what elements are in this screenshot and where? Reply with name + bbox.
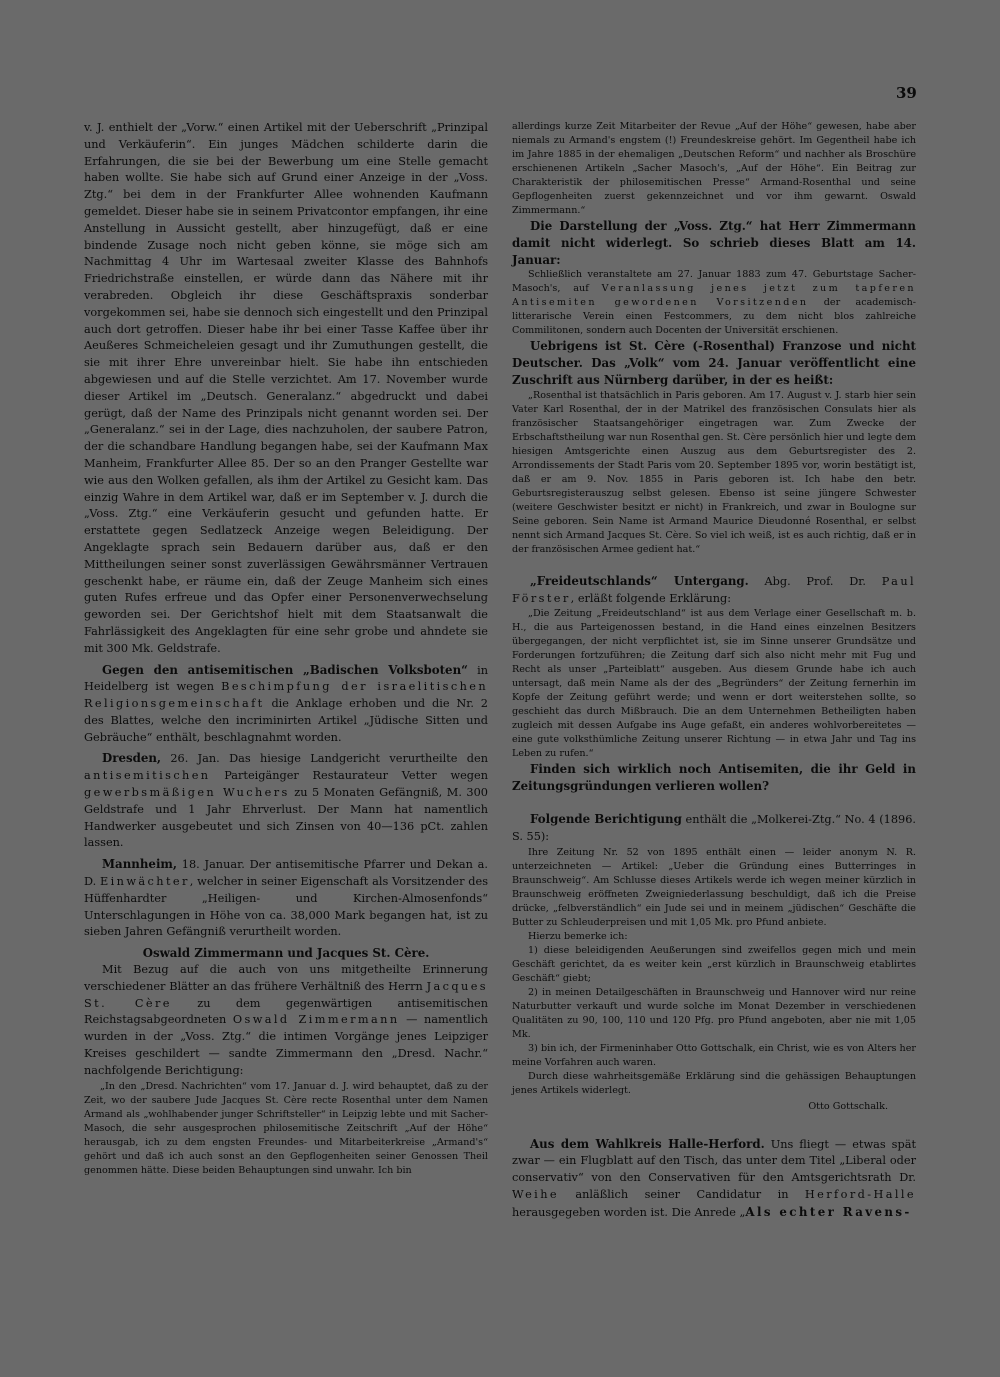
spaced-text: Weihe — [512, 1187, 559, 1201]
quote-paragraph: Ihre Zeitung Nr. 52 von 1895 enthält einen — leider anonym N. R. unterzeichneten — Artikel: „Ueber die Gründung eines Butterringes in Braunschweig“. Am Schlusse dieses Artikels werde ich wegen meiner kürzlich in Braunschweig eröffneten Zweigniederlassung beschuldigt, daß ich die Preise drücke, „felbverständlich“ ein Jude sei und in meinem „jüdischen“ Geschäfte die Butter zu Schleuderpreisen und mit 1,05 Mk. pro Pfund anbiete. — [512, 846, 916, 928]
article-paragraph-bold: Finden sich wirklich noch Antisemiten, die ihr Geld in Zeitungsgründungen verlieren wollen? — [512, 762, 916, 794]
news-item-berichtigung — [512, 811, 916, 846]
quoted-statement — [512, 268, 916, 338]
news-item-mannheim — [84, 856, 488, 941]
spaced-text: Paul Förster — [512, 574, 917, 605]
signature: Otto Gottschalk. — [808, 1100, 888, 1112]
text-run: in Heidelberg ist wegen — [84, 663, 488, 694]
spaced-text: Veranlassung jenes jetzt zum tapferen Antisemiten gewordenen Vorsitzenden — [512, 283, 916, 309]
news-item-heading: Mannheim, — [102, 857, 178, 872]
quoted-correction — [512, 846, 916, 1114]
news-item-heading: Dresden, — [102, 751, 162, 766]
text-run: — namentlich wurden in der „Voss. Ztg.“ die intimen Vorgänge jenes Leipziger Kreises geschildert — sandte Zimmermann den „Dresd. Nachr.“ nachfolgende Berichtigung: — [84, 1013, 488, 1077]
page-number: 39 — [896, 84, 917, 102]
section-heading-zimmermann: Oswald Zimmermann und Jacques St. Cère. — [142, 946, 430, 961]
right-column — [512, 120, 916, 1222]
text-run: der academisch-litterarische Verein einen Festcommers, zu dem nicht blos zahlreiche Commilitonen, sondern auch Docenten der Universität erschienen. — [512, 297, 916, 337]
left-column — [84, 120, 488, 1178]
spaced-text: Jacques St. Cère — [84, 979, 488, 1010]
news-item-halle-herford — [512, 1136, 916, 1222]
news-item-heading: Folgende Berichtigung — [530, 811, 682, 826]
news-item-freideutschland — [512, 573, 916, 608]
text-run: Schließlich veranstaltete am 27. Januar 1883 zum 47. Geburtstage Sacher-Masoch's, auf — [512, 269, 916, 295]
news-item-heading: Gegen den antisemitischen „Badischen Volksboten“ — [102, 662, 468, 677]
text-run: die Anklage erhoben und die Nr. 2 des Blattes, welche den incriminirten Artikel „Jüdische Sitten und Gebräuche“ enthält, beschlagnahmt worden. — [84, 697, 488, 744]
quoted-statement: „Rosenthal ist thatsächlich in Paris geboren. Am 17. August v. J. starb hier sein Vater Karl Rosenthal, der in der Matrikel des französischen Consulats hier als französischer Staatsangehöriger eingetragen war. Zum Zwecke der Erbschaftstheilung war nun Rosenthal gen. St. Cère persönlich hier und legte dem hiesigen Amtsgerichte einen Auszug aus dem Geburtsregister des 2. Arrondissements der Stadt Paris vom 20. September 1895 vor, worin bestätigt ist, daß er am 9. Nov. 1855 in Paris geboren ist. Ich habe den betr. Geburtsregisterauszug selbst gelesen. Ebenso ist seine jüngere Schwester (weitere Geschwister besitzt er nicht) in Frankreich, und zwar in Boulogne sur Seine geboren. Sein Name ist Armand Maurice Dieudonné Rosenthal, er selbst nennt sich Armand Jacques St. Cère. So viel ich weiß, ist es auch richtig, daß er in der französischen Armee gedient hat.“ — [512, 389, 916, 555]
text-run: 18. Januar. Der antisemitische Pfarrer und Dekan a. D. — [84, 858, 488, 889]
news-item-heading: Aus dem Wahlkreis Halle-Herford. — [530, 1136, 765, 1151]
news-item-heading: „Freideutschlands“ Untergang. — [530, 573, 749, 588]
spaced-text: gewerbsmäßigen Wuchers — [84, 786, 290, 800]
text-run: Parteigänger Restaurateur Vetter wegen — [210, 769, 488, 783]
news-item-dresden — [84, 750, 488, 852]
quote-paragraph: 3) bin ich, der Firmeninhaber Otto Gottschalk, ein Christ, wie es von Alters her meine Vorfahren auch waren. — [512, 1042, 916, 1068]
text-run: Mit Bezug auf die auch von uns mitgetheilte Erinnerung verschiedener Blätter an das frühere Verhältniß des Herrn — [84, 963, 488, 993]
text-run: Abg. Prof. Dr. — [748, 574, 882, 588]
text-run: , welcher in seiner Eigenschaft als Vorsitzender des Hüffenhardter „Heiligen- und Kirchen-Almosenfonds“ Unterschlagungen in Höhe von ca. 38,000 Mark begangen hat, ist zu sieben Jahren Gefängniß verurtheilt worden. — [84, 875, 488, 939]
article-paragraph-bold: Die Darstellung der „Voss. Ztg.“ hat Herr Zimmermann damit nicht widerlegt. So schrieb dieses Blatt am 14. Januar: — [512, 219, 916, 267]
text-run: zu dem gegenwärtigen antisemitischen Reichstagsabgeordneten — [84, 996, 489, 1027]
text-run: 26. Jan. Das hiesige Landgericht verurtheilte den — [161, 752, 488, 766]
quote-paragraph: 2) in meinen Detailgeschäften in Braunschweig und Hannover wird nur reine Naturbutter verkauft und wurde solche im Monat Dezember in verschiedenen Qualitäten zu 90, 100, 110 und 120 Pfg. pro Pfund angeboten, aber nie mit 1,05 Mk. — [512, 986, 916, 1040]
quoted-statement: „In den „Dresd. Nachrichten“ vom 17. Januar d. J. wird behauptet, daß zu der Zeit, wo der saubere Jude Jacques St. Cère recte Rosenthal unter dem Namen Armand als „wohlhabender junger Schriftsteller“ in Leipzig lebte und mit Sacher-Masoch, die sehr ausgesprochen philosemitische Zeitschrift „Auf der Höhe“ herausgab, ich zu dem engsten Freundes- und Mitarbeiterkreise „Armand's“ gehört und daß ich auch sonst an den Gepflogenheiten seiner Genossen Theil genommen hätte. Diese beiden Behauptungen sind unwahr. Ich bin — [84, 1080, 488, 1176]
article-paragraph — [84, 962, 488, 1080]
text-run: enthält die „Molkerei-Ztg.“ No. 4 (1896. S. 55): — [512, 812, 916, 843]
text-run: Uns fliegt — etwas spät zwar — ein Flugblatt auf den Tisch, das unter dem Titel „Liberal oder conservativ“ von den Conservativen für den Amtsgerichtsrath Dr. — [512, 1137, 916, 1185]
text-run: , erläßt folgende Erklärung: — [570, 591, 732, 605]
quote-paragraph: 1) diese beleidigenden Aeußerungen sind zweifellos gegen mich und mein Geschäft gerichtet, da es weiter kein „erst kürzlich in Braunschweig etablirtes Geschäft“ giebt; — [512, 944, 916, 984]
spaced-text: Als echter Ravens- — [745, 1204, 912, 1219]
text-run: anläßlich seiner Candidatur in — [558, 1187, 805, 1201]
quoted-statement: „Die Zeitung „Freideutschland“ ist aus dem Verlage einer Gesellschaft m. b. H., die aus Parteigenossen bestand, in die Hand eines einzelnen Besitzers übergegangen, der nicht verpflichtet ist, sie im Sinne unserer Grundsätze und Forderungen fortzuführen; die Zeitung darf sich also nicht mehr mit Fug und Recht als unser „Parteiblatt“ ausgeben. Aus diesem Grunde habe ich auch untersagt, daß mein Name als der des „Begründers“ der Zeitung fernerhin im Kopfe der Zeitung geführt werde; und wenn er dort weiterstehen sollte, so geschieht das durch Mißbrauch. Die an dem Unternehmen Betheiligten haben zugleich mit dessen Aufgabe ins Auge gefaßt, ein anderes wohlvorbereitetes — eine gute volksthümliche Zeitung unserer Richtung — in etwa Jahr und Tag ins Leben zu rufen.“ — [512, 608, 916, 760]
spaced-text: Oswald Zimmermann — [232, 1013, 400, 1027]
spaced-text: antisemitischen — [84, 769, 211, 783]
spaced-text: Einwächter — [100, 875, 190, 889]
news-item-badischer-volksbote — [84, 662, 488, 747]
spaced-text: Herford-Halle — [804, 1187, 916, 1201]
article-paragraph-bold: Uebrigens ist St. Cère (-Rosenthal) Franzose und nicht Deutscher. Das „Volk“ vom 24. Januar veröffentlicht eine Zuschrift aus Nürnberg darüber, in der es heißt: — [512, 339, 916, 387]
quoted-statement-continued: allerdings kurze Zeit Mitarbeiter der Revue „Auf der Höhe“ gewesen, habe aber niemals zu Armand's engstem (!) Freundeskreise gehört. Im Gegentheil habe ich im Jahre 1885 in der ehemaligen „Deutschen Reform“ und nachher als Broschüre erschienenen Artikeln „Sacher Masoch's, „Auf der Höhe“. Ein Beitrag zur Charakteristik der philosemitischen Presse“ Armand-Rosenthal und seine Gepflogenheiten zuerst gekennzeichnet und vor ihm gewarnt. Oswald Zimmermann.“ — [512, 121, 916, 216]
quote-paragraph: Durch diese wahrheitsgemäße Erklärung sind die gehässigen Behauptungen jenes Artikels widerlegt. — [512, 1070, 916, 1096]
spaced-text: Beschimpfung der israelitischen Religionsgemeinschaft — [84, 680, 489, 711]
text-run: herausgegeben worden ist. Die Anrede „ — [512, 1205, 746, 1219]
text-run: zu 5 Monaten Gefängniß, M. 300 Geldstrafe und 1 Jahr Ehrverlust. Der Mann hat namentlich Handwerker ausgebeutet und sich Zinsen von 40—136 pCt. zahlen lassen. — [84, 786, 488, 850]
article-paragraph: v. J. enthielt der „Vorw.“ einen Artikel mit der Ueberschrift „Prinzipal und Verkäuferin“. Ein junges Mädchen schilderte darin die Erfahrungen, die sie bei der Bewerbung um eine Stelle gemacht haben wollte. Sie habe sich auf Grund einer Anzeige in der „Voss. Ztg.“ bei dem in der Frankfurter Allee wohnenden Kaufmann gemeldet. Dieser habe sie in seinem Privatcontor empfangen, ihr eine Anstellung in Aussicht gestellt, aber hinzugefügt, daß er eine bindende Zusage noch nicht geben könne, sie möge sich am Nachmittag 4 Uhr im Wartesaal zweiter Klasse des Bahnhofs Friedrichstraße einstellen, er würde dann das Nähere mit ihr verabreden. Obgleich ihr diese Geschäftspraxis sonderbar vorgekommen sei, habe sie dennoch sich eingestellt und den Prinzipal auch dort getroffen. Dieser habe ihr bei einer Tasse Kaffee über ihr Aeußeres Schmeicheleien gesagt und ihr Zumuthungen gestellt, die sie mit ihrer Ehre unvereinbar hielt. Sie habe ihn entschieden abgewiesen und auf die Stelle verzichtet. Am 17. November wurde dieser Artikel im „Deutsch. Generalanz.“ abgedruckt und dabei gerügt, daß der Name des Prinzipals nicht genannt worden sei. Der „Generalanz.“ sei in der Lage, dies nachzuholen, der saubere Patron, der die schandbare Handlung begangen habe, sei der Kaufmann Max Manheim, Frankfurter Allee 85. Der so an den Pranger Gestellte war wie aus den Wolken gefallen, als ihm der Artikel zu Gesicht kam. Das einzig Wahre in dem Artikel war, daß er im September v. J. durch die „Voss. Ztg.“ eine Verkäuferin gesucht und gefunden hatte. Er erstattete gegen Sedlatzeck Anzeige wegen Beleidigung. Der Angeklagte sprach sein Bedauern darüber aus, daß er den Mittheilungen seiner sonst zuverlässigen Gewährsmänner Vertrauen geschenkt habe, er räume ein, daß der Zeuge Manheim sich eines guten Rufes erfreue und das Opfer einer Personenverwechselung geworden sei. Der Gerichtshof hielt mit dem Staatsanwalt die Fahrlässigkeit des Angeklagten für eine sehr grobe und ahndete sie mit 300 Mk. Geldstrafe. — [84, 121, 488, 655]
quote-paragraph: Hierzu bemerke ich: — [528, 930, 628, 942]
